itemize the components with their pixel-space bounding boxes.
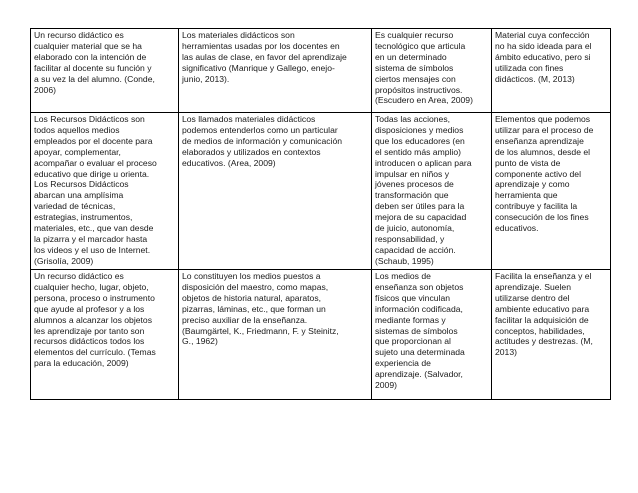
table-cell: Elementos que podemos utilizar para el proceso de enseñanza aprendizaje de los alumnos, desde el punto de vista de componente activo del aprendizaje y como herramienta que contribuye y facilita la consecución de los fines educativos.	[492, 113, 611, 270]
table-cell: Es cualquier recurso tecnológico que articula en un determinado sistema de símbolos ciertos mensajes con propósitos instructivos. (Escudero en Area, 2009)	[372, 29, 492, 113]
table-row	[31, 270, 611, 400]
table-cell: Un recurso didáctico es cualquier hecho, lugar, objeto, persona, proceso o instrumento que ayude al profesor y a los alumnos a alcanzar los objetos les aprendizaje por tanto son recursos didácticos todos los elementos del currículo. (Temas para la educación, 2009)	[31, 270, 179, 400]
table-cell: Material cuya confección no ha sido ideada para el ámbito educativo, pero si utilizada con fines didácticos. (M, 2013)	[492, 29, 611, 113]
table-cell: Los Recursos Didácticos son todos aquellos medios empleados por el docente para apoyar, complementar, acompañar o evaluar el proceso educativo que dirige u orienta. Los Recursos Didácticos abarcan una amplísima variedad de técnicas, estrategias, instrumentos, materiales, etc., que van desde la pizarra y el marcador hasta los videos y el uso de Internet. (Grisolía, 2009)	[31, 113, 179, 270]
definitions-table	[30, 28, 611, 400]
table-cell: Los llamados materiales didácticos podemos entenderlos como un particular de medios de información y comunicación elaborados y utilizados en contextos educativos. (Area, 2009)	[179, 113, 372, 270]
table-cell: Lo constituyen los medios puestos a disposición del maestro, como mapas, objetos de historia natural, aparatos, pizarras, láminas, etc., que forman un preciso auxiliar de la enseñanza. (Baumgärtel, K., Friedmann, F. y Steinitz, G., 1962)	[179, 270, 372, 400]
table-cell: Los materiales didácticos son herramientas usadas por los docentes en las aulas de clase, en favor del aprendizaje significativo (Manrique y Gallego, enejo- junio, 2013).	[179, 29, 372, 113]
table-cell: Los medios de enseñanza son objetos físicos que vinculan información codificada, mediante formas y sistemas de símbolos que proporcionan al sujeto una determinada experiencia de aprendizaje. (Salvador, 2009)	[372, 270, 492, 400]
table-cell: Todas las acciones, disposiciones y medios que los educadores (en el sentido más amplio) introducen o aplican para impulsar en niños y jóvenes procesos de transformación que deben ser útiles para la mejora de su capacidad de juicio, autonomía, responsabilidad, y capacidad de acción. (Schaub, 1995)	[372, 113, 492, 270]
table-cell: Facilita la enseñanza y el aprendizaje. Suelen utilizarse dentro del ambiente educativo para facilitar la adquisición de conceptos, habilidades, actitudes y destrezas. (M, 2013)	[492, 270, 611, 400]
table-row	[31, 29, 611, 113]
table-row	[31, 113, 611, 270]
table-cell: Un recurso didáctico es cualquier material que se ha elaborado con la intención de facilitar al docente su función y a su vez la del alumno. (Conde, 2006)	[31, 29, 179, 113]
